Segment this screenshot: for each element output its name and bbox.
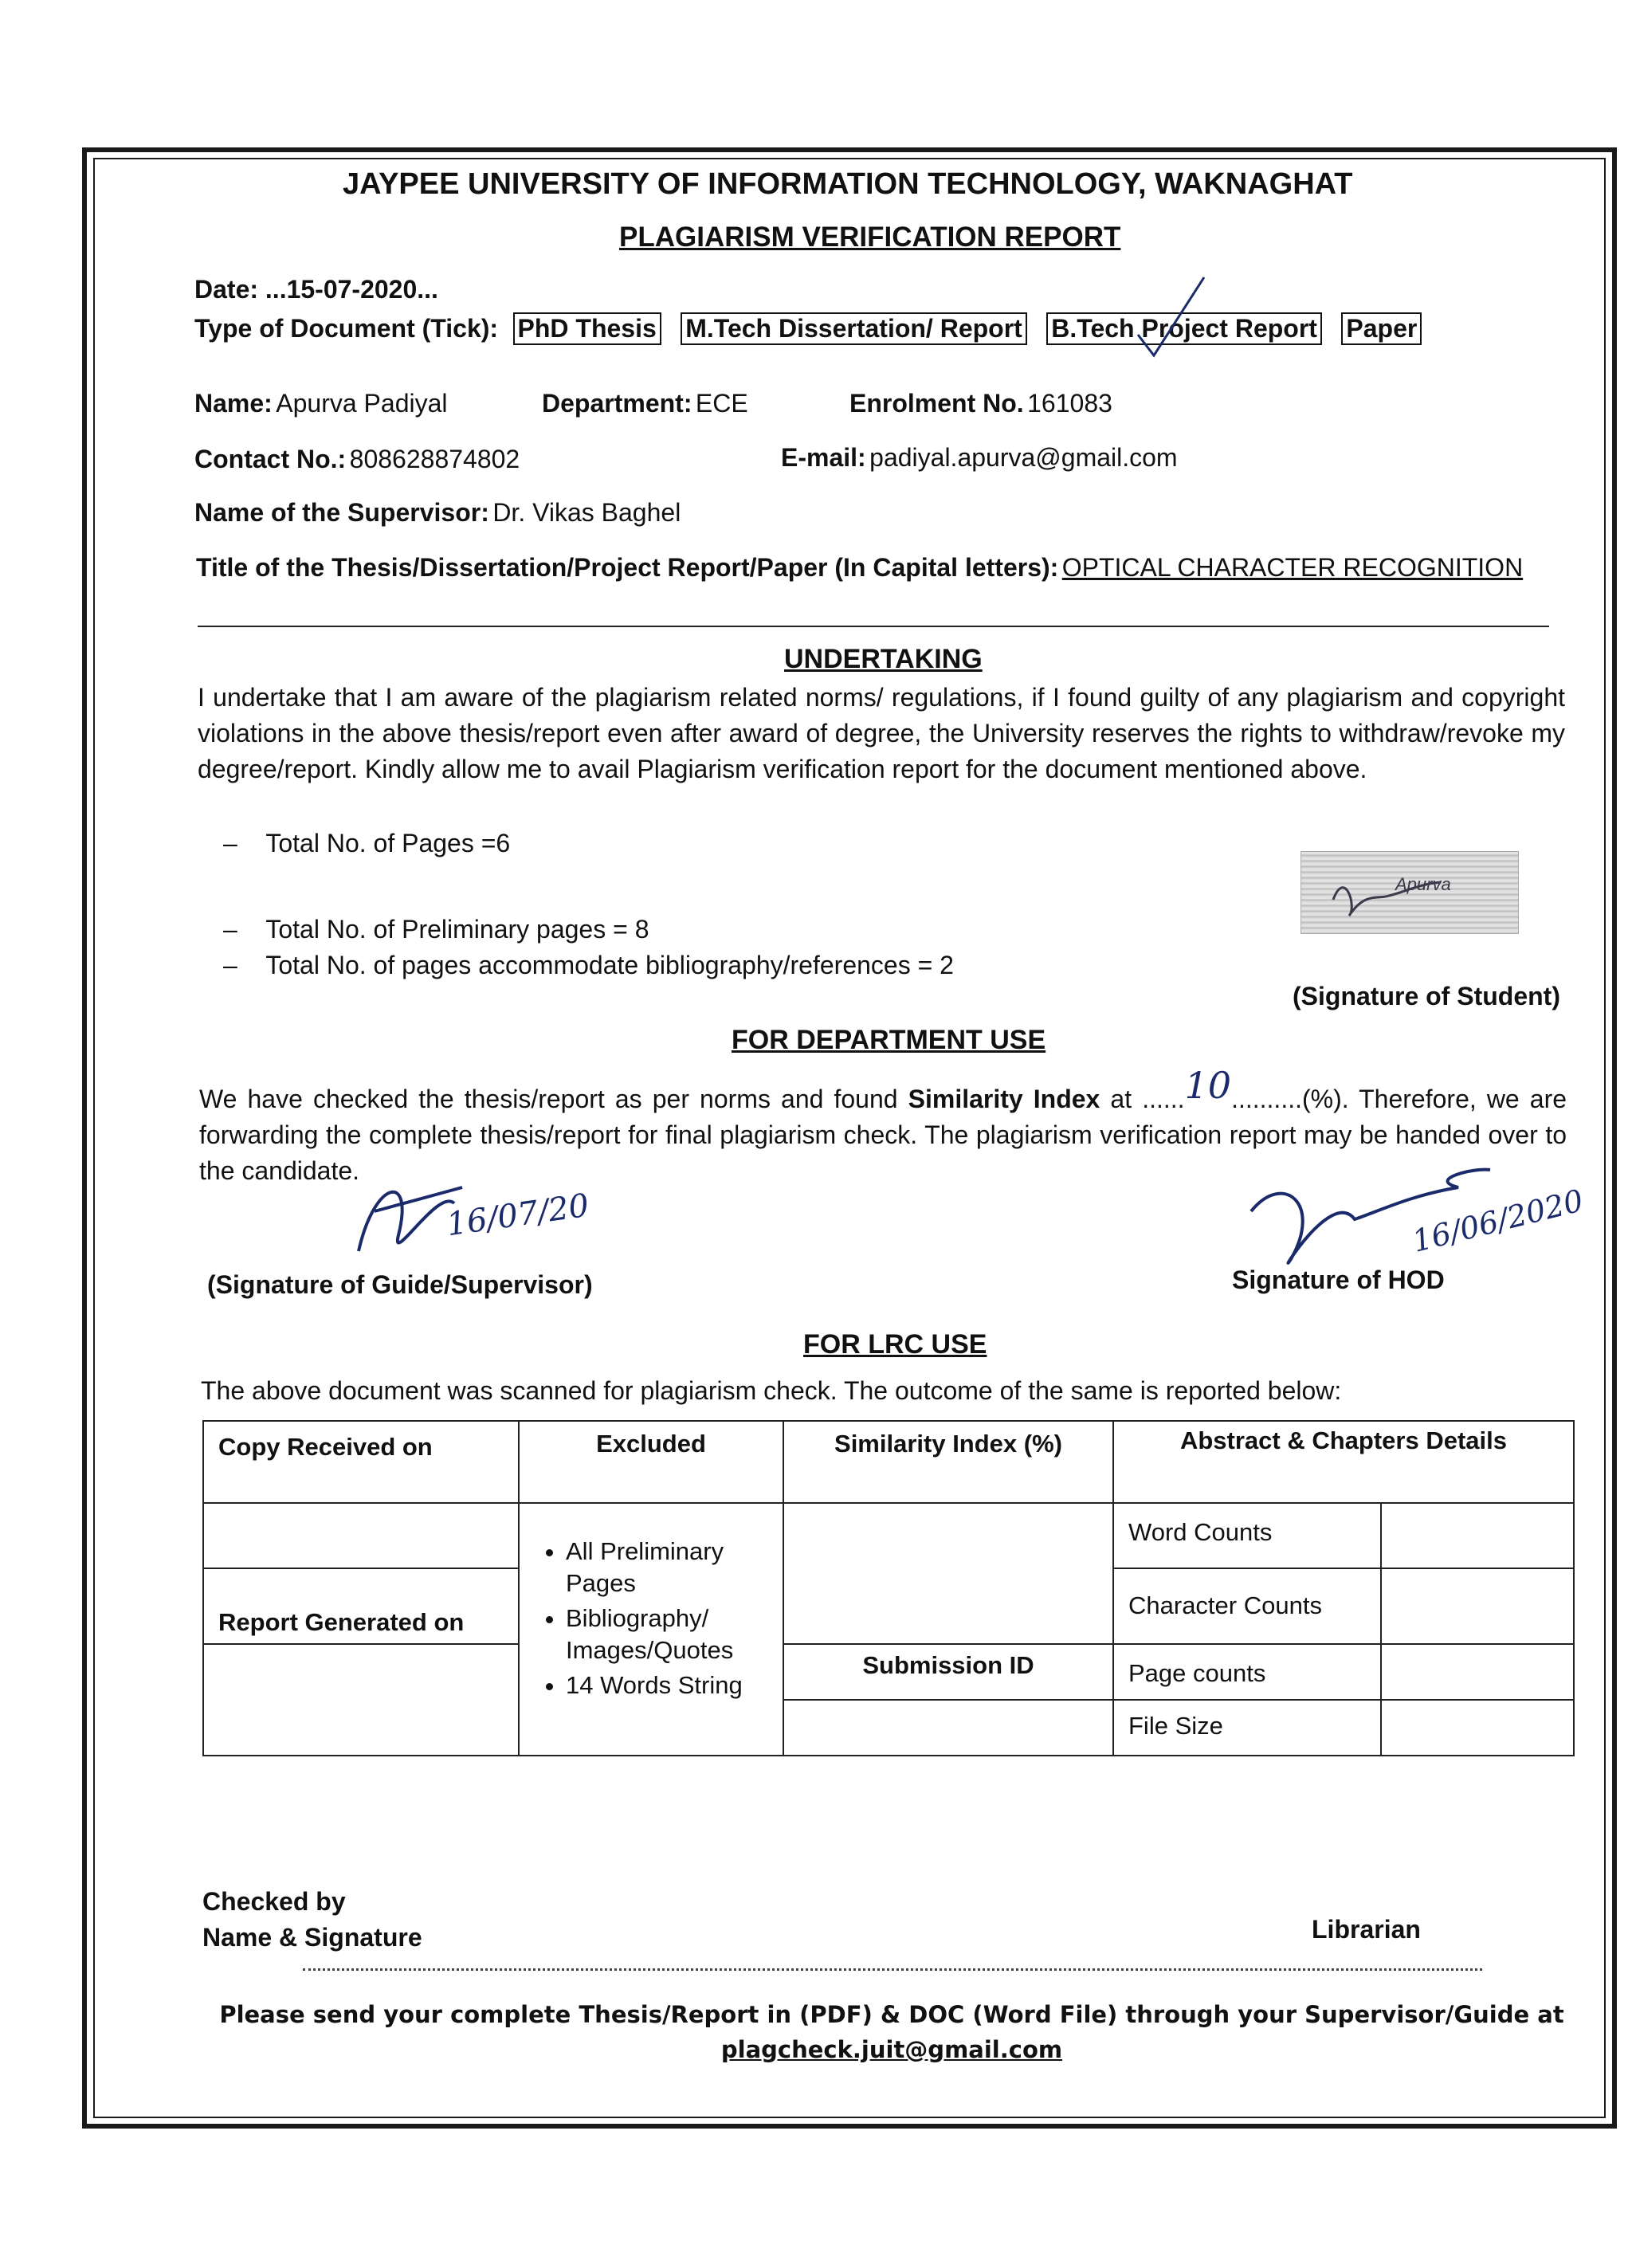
similarity-header: Similarity Index (%) xyxy=(783,1421,1113,1503)
similarity-value-cell[interactable] xyxy=(783,1503,1113,1644)
report-title: PLAGIARISM VERIFICATION REPORT xyxy=(619,222,1121,253)
doc-type-btech[interactable] xyxy=(1046,312,1322,345)
department-text-at: at xyxy=(1100,1085,1143,1113)
word-counts-value[interactable] xyxy=(1381,1503,1574,1568)
doc-type-row xyxy=(194,312,1438,345)
supervisor-value: Dr. Vikas Baghel xyxy=(492,498,681,527)
department-text-before: We have checked the thesis/report as per norms and found xyxy=(199,1085,908,1113)
doc-type-phd[interactable]: PhD Thesis xyxy=(513,312,661,345)
guide-signature-date: 16/07/20 xyxy=(444,1187,591,1244)
department-row xyxy=(542,389,748,418)
lrc-table xyxy=(202,1420,1575,1756)
excluded-item: • 14 Words String xyxy=(566,1670,768,1701)
abstract-header: Abstract & Chapters Details xyxy=(1113,1421,1574,1503)
student-signature-label: (Signature of Student) xyxy=(1293,982,1560,1010)
total-pages: Total No. of Pages =6 xyxy=(265,829,511,857)
footer-email[interactable]: plagcheck.juit@gmail.com xyxy=(720,2036,1063,2063)
student-signature xyxy=(1300,851,1519,934)
student-name: Apurva Padiyal xyxy=(276,389,448,418)
contact-label: Contact No.: xyxy=(194,445,347,473)
copy-received-cell[interactable] xyxy=(203,1503,519,1568)
department-text-after: (%). Therefore, we are forwarding the complete thesis/report for final plagiarism check. The plagiarism verification report may be handed over to the candidate. xyxy=(199,1085,1567,1185)
similarity-index-value: 10 xyxy=(1184,1064,1232,1107)
word-counts-label: Word Counts xyxy=(1113,1503,1381,1568)
footer-note xyxy=(202,1997,1581,2067)
date-value: ...15-07-2020... xyxy=(265,275,438,304)
date-label: Date: xyxy=(194,275,259,304)
lrc-heading: FOR LRC USE xyxy=(803,1329,987,1360)
pages-item: – Total No. of Pages =6 xyxy=(223,829,511,857)
excluded-cell xyxy=(519,1503,783,1756)
university-name: JAYPEE UNIVERSITY OF INFORMATION TECHNOLOGY, WAKNAGHAT xyxy=(343,167,1353,201)
hod-signature-label: Signature of HOD xyxy=(1232,1265,1445,1294)
date-row xyxy=(194,275,438,304)
undertaking-heading: UNDERTAKING xyxy=(784,644,983,674)
preliminary-pages: Total No. of Preliminary pages = 8 xyxy=(265,915,649,944)
footer-text: Please send your complete Thesis/Report in (PDF) & DOC (Word File) through your Supervisor/Guide at xyxy=(219,2001,1564,2028)
excluded-item: • All Preliminary Pages xyxy=(566,1536,768,1599)
department-label: Department: xyxy=(542,389,692,418)
department-text: We have checked the thesis/report as per norms and found Similarity Index at ......10..........(%). Therefore, we are forwarding the complete thesis/report for final plagiarism check. The plagiarism verification report may be handed over to the candidate. xyxy=(199,1064,1567,1185)
name-label: Name: xyxy=(194,389,273,418)
hod-signature-date: 16/06/2020 xyxy=(1408,1183,1587,1259)
supervisor-label: Name of the Supervisor: xyxy=(194,498,489,527)
lrc-intro: The above document was scanned for plagiarism check. The outcome of the same is reported below: xyxy=(201,1376,1342,1405)
doc-type-mtech[interactable]: M.Tech Dissertation/ Report xyxy=(681,312,1027,345)
email-value: padiyal.apurva@gmail.com xyxy=(869,443,1178,472)
doc-type-paper[interactable]: Paper xyxy=(1341,312,1422,345)
excluded-item: • Bibliography/ Images/Quotes xyxy=(566,1603,768,1666)
character-counts-value[interactable] xyxy=(1381,1568,1574,1644)
librarian-label: Librarian xyxy=(1312,1915,1421,1944)
submission-id-cell[interactable] xyxy=(783,1700,1113,1756)
thesis-title-label: Title of the Thesis/Dissertation/Project Report/Paper (In Capital letters): xyxy=(196,553,1059,582)
divider-line xyxy=(198,626,1549,627)
file-size-label: File Size xyxy=(1113,1700,1381,1756)
student-signature-text: Apurva xyxy=(1395,874,1451,894)
report-generated-cell[interactable] xyxy=(203,1644,519,1756)
name-row xyxy=(194,389,448,418)
bibliography-item: – Total No. of pages accommodate bibliography/references = 2 xyxy=(223,951,954,979)
doc-type-btech-label: B.Tech Project Report xyxy=(1051,314,1317,343)
undertaking-text: I undertake that I am aware of the plagiarism related norms/ regulations, if I found guilty of any plagiarism and copyright violations in the above thesis/report even after award of degree, the University reserves the rights to withdraw/revoke my degree/report. Kindly allow me to avail Plagiarism verification report for the document mentioned above. xyxy=(198,683,1565,783)
excluded-list xyxy=(534,1536,768,1701)
tick-mark-icon xyxy=(1134,273,1214,360)
bibliography-pages: Total No. of pages accommodate bibliography/references = 2 xyxy=(265,951,954,979)
page-counts-value[interactable] xyxy=(1381,1644,1574,1700)
enrolment-label: Enrolment No. xyxy=(849,389,1024,418)
department-heading: FOR DEPARTMENT USE xyxy=(732,1025,1046,1055)
checked-by-label: Checked by xyxy=(202,1887,346,1916)
report-generated-label: Report Generated on xyxy=(203,1568,519,1644)
submission-id-label: Submission ID xyxy=(783,1644,1113,1700)
dotted-signature-line xyxy=(303,1968,1482,1971)
email-row xyxy=(781,443,1178,473)
thesis-title-row xyxy=(196,553,1523,583)
excluded-header: Excluded xyxy=(519,1421,783,1503)
department-value: ECE xyxy=(695,389,748,418)
contact-row xyxy=(194,445,520,474)
name-signature-label: Name & Signature xyxy=(202,1923,422,1952)
file-size-value[interactable] xyxy=(1381,1700,1574,1756)
character-counts-label: Character Counts xyxy=(1113,1568,1381,1644)
preliminary-item: – Total No. of Preliminary pages = 8 xyxy=(223,915,649,944)
supervisor-row xyxy=(194,498,681,528)
doc-type-label: Type of Document (Tick): xyxy=(194,314,499,343)
page-counts-label: Page counts xyxy=(1113,1644,1381,1700)
email-label: E-mail: xyxy=(781,443,866,472)
enrolment-value: 161083 xyxy=(1027,389,1112,418)
contact-value: 808628874802 xyxy=(349,445,520,473)
enrolment-row xyxy=(849,389,1112,418)
thesis-title-value: OPTICAL CHARACTER RECOGNITION xyxy=(1061,553,1524,582)
similarity-index-label: Similarity Index xyxy=(908,1085,1100,1113)
guide-signature-label: (Signature of Guide/Supervisor) xyxy=(207,1270,593,1299)
copy-received-header: Copy Received on xyxy=(203,1421,519,1503)
